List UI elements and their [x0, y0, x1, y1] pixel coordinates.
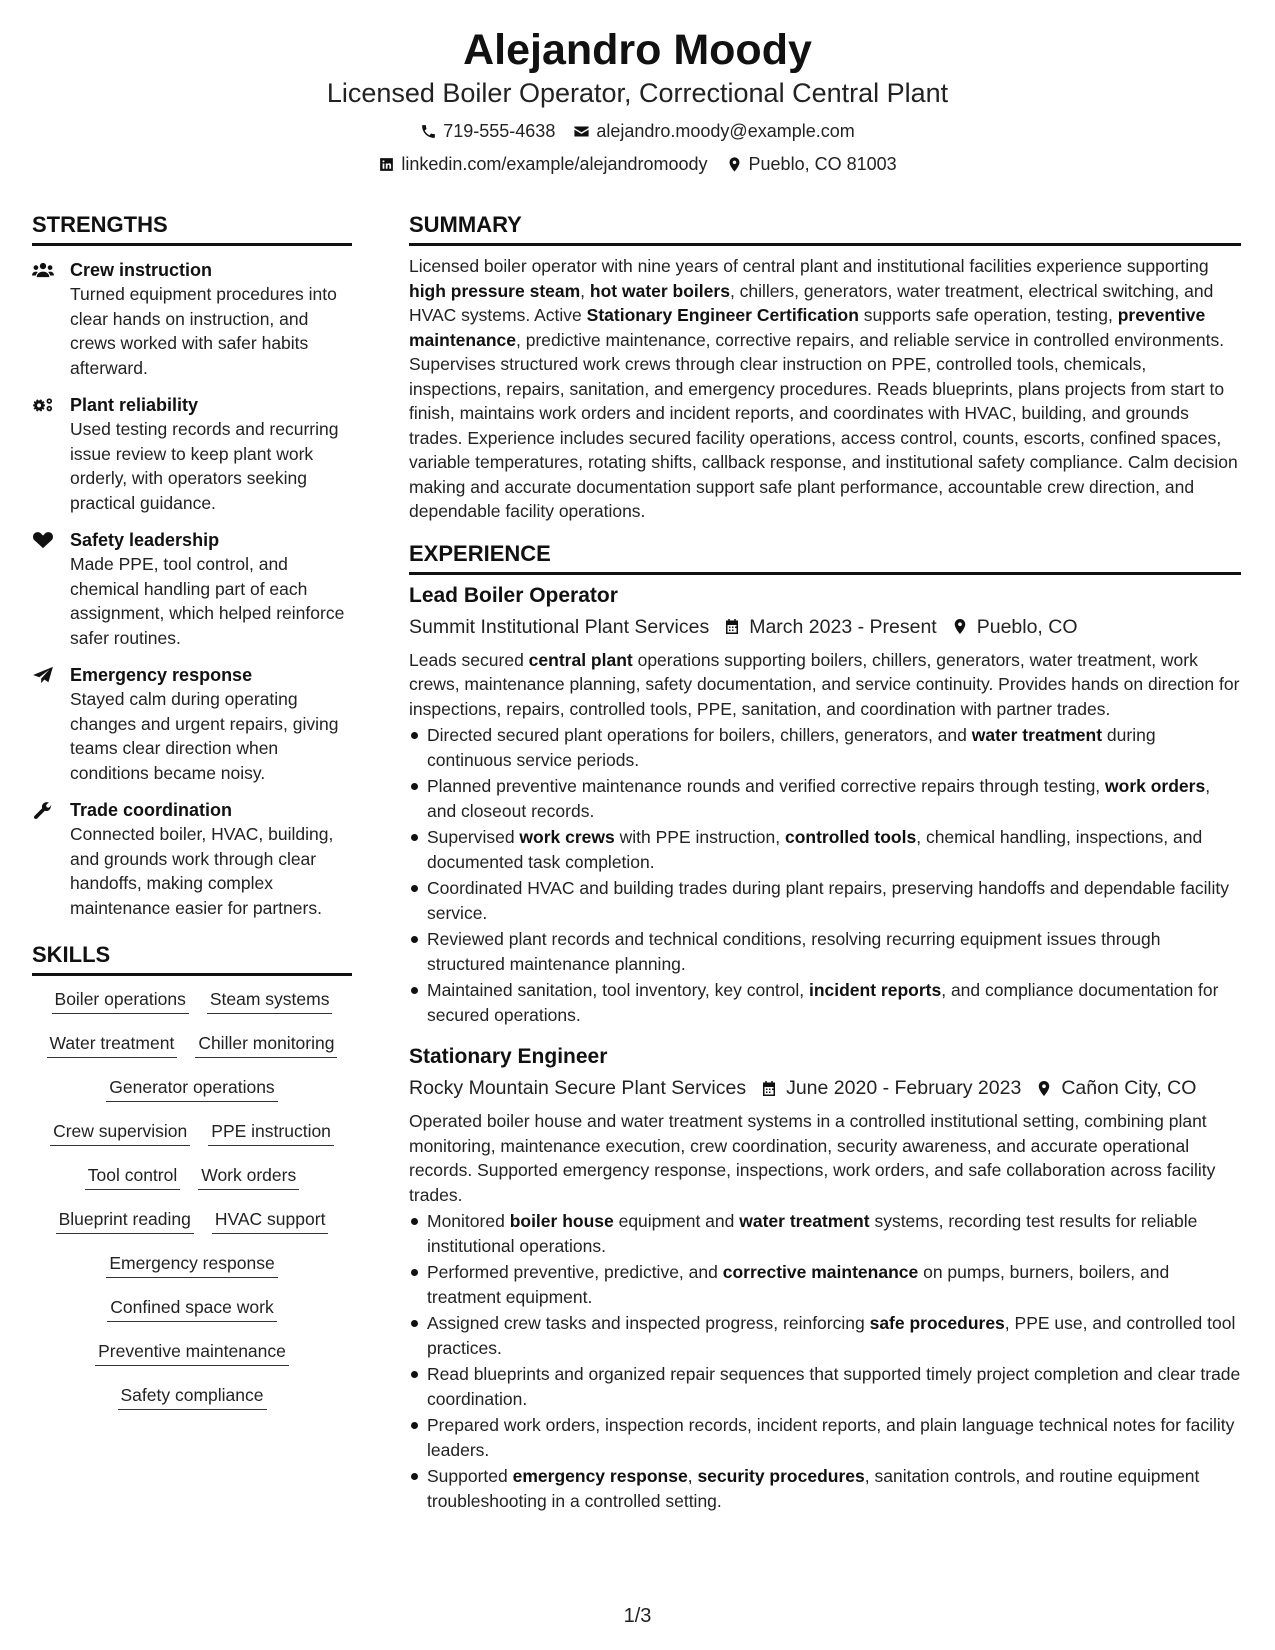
skill-row — [32, 1208, 352, 1234]
strength-title: Crew instruction — [70, 260, 213, 280]
strength-body — [70, 393, 352, 515]
job-bullets — [409, 723, 1241, 1027]
candidate-headline: Licensed Boiler Operator, Correctional Central Plant — [326, 78, 949, 108]
job-bullet: Read blueprints and organized repair sequences that supported timely project completion and clear trade coordination. — [409, 1362, 1241, 1411]
job-bullet: Directed secured plant operations for boilers, chillers, generators, and water treatment during continuous service periods. — [409, 723, 1241, 772]
skill-row — [32, 1296, 352, 1322]
job-entry — [409, 1043, 1241, 1513]
skill-row — [32, 1076, 352, 1102]
job-meta — [409, 613, 1241, 641]
strength-item — [32, 258, 352, 380]
strength-item — [32, 663, 352, 785]
job-title: Stationary Engineer — [409, 1045, 608, 1068]
skill-row — [32, 1384, 352, 1410]
heart-icon — [32, 528, 70, 650]
contact-email[interactable] — [573, 120, 854, 142]
paper-plane-icon — [32, 663, 70, 785]
contact-linkedin[interactable] — [378, 153, 707, 175]
contact-location — [726, 153, 897, 175]
job-dates: March 2023 - Present — [749, 615, 937, 638]
strength-title: Plant reliability — [70, 395, 199, 415]
email-text: alejandro.moody@example.com — [596, 121, 855, 141]
left-column — [32, 212, 352, 1428]
skill-tag: Boiler operations — [52, 988, 189, 1014]
skill-tag: Tool control — [85, 1164, 181, 1190]
phone-icon — [420, 123, 437, 140]
job-meta — [409, 1074, 1241, 1102]
strength-title: Safety leadership — [70, 530, 220, 550]
job-bullets — [409, 1209, 1241, 1513]
job-bullet: Assigned crew tasks and inspected progress, reinforcing safe procedures, PPE use, and controlled tool practices. — [409, 1311, 1241, 1360]
page-number: 1/3 — [623, 1605, 652, 1627]
job-bullet: Reviewed plant records and technical conditions, resolving recurring equipment issues through structured maintenance planning. — [409, 927, 1241, 976]
contact-phone[interactable] — [420, 120, 555, 142]
job-bullet: Prepared work orders, inspection records, incident reports, and plain language technical notes for facility leaders. — [409, 1413, 1241, 1462]
resume-header — [0, 24, 1275, 175]
map-pin-icon — [1035, 1079, 1053, 1098]
strength-item — [32, 393, 352, 515]
skill-tag: Preventive maintenance — [95, 1340, 289, 1366]
linkedin-icon — [378, 156, 395, 173]
skill-tag: Generator operations — [106, 1076, 277, 1102]
skill-tag: Confined space work — [107, 1296, 276, 1322]
summary-heading: SUMMARY — [409, 212, 1241, 246]
job-bullet: Performed preventive, predictive, and corrective maintenance on pumps, burners, boilers, and treatment equipment. — [409, 1260, 1241, 1309]
envelope-icon — [573, 123, 590, 140]
strength-body — [70, 528, 352, 650]
strength-description: Made PPE, tool control, and chemical handling part of each assignment, which helped reinforce safer routines. — [70, 554, 345, 648]
strengths-heading: STRENGTHS — [32, 212, 352, 246]
phone-text: 719-555-4638 — [443, 121, 556, 141]
jobs-list — [409, 582, 1241, 1514]
job-bullet: Maintained sanitation, tool inventory, key control, incident reports, and compliance documentation for secured operations. — [409, 978, 1241, 1027]
job-description: Operated boiler house and water treatment systems in a controlled institutional setting, combining plant monitoring, maintenance execution, crew coordination, security awareness, and accurate operational records. Supported emergency response, inspections, work orders, and safe collaboration across facility trades. — [409, 1111, 1216, 1205]
job-dates: June 2020 - February 2023 — [786, 1077, 1022, 1099]
job-bullet: Monitored boiler house equipment and water treatment systems, recording test results for reliable institutional operations. — [409, 1209, 1241, 1258]
strength-description: Stayed calm during operating changes and urgent repairs, giving teams clear direction when conditions became noisy. — [70, 689, 339, 783]
job-description: Leads secured central plant operations supporting boilers, chillers, generators, water treatment, work crews, maintenance planning, safety documentation, and service continuity. Provides hands on direction for inspections, repairs, controlled tools, PPE, sanitation, and coordination with partner trades. — [409, 649, 1240, 719]
job-bullet: Planned preventive maintenance rounds and verified corrective repairs through testing, work orders, and closeout records. — [409, 774, 1241, 823]
skill-tag: Water treatment — [47, 1032, 178, 1058]
skill-row — [32, 1164, 352, 1190]
skill-tag: Safety compliance — [118, 1384, 267, 1410]
map-pin-icon — [951, 617, 969, 636]
job-entry — [409, 582, 1241, 1028]
job-company: Summit Institutional Plant Services — [409, 615, 710, 638]
skill-row — [32, 1120, 352, 1146]
strength-body — [70, 798, 352, 920]
skill-row — [32, 1032, 352, 1058]
skill-tag: Emergency response — [106, 1252, 277, 1278]
summary-section — [409, 212, 1241, 524]
strength-description: Connected boiler, HVAC, building, and grounds work through clear handoffs, making complex maintenance easier for partners. — [70, 824, 334, 918]
job-bullet: Coordinated HVAC and building trades during plant repairs, preserving handoffs and dependable facility service. — [409, 876, 1241, 925]
map-pin-icon — [726, 156, 743, 173]
strength-item — [32, 528, 352, 650]
contact-row-2 — [0, 153, 1275, 175]
experience-heading: EXPERIENCE — [409, 541, 1241, 575]
strength-body — [70, 663, 352, 785]
strengths-section — [32, 212, 352, 920]
wrench-icon — [32, 798, 70, 920]
skill-row — [32, 1252, 352, 1278]
skill-tag: Chiller monitoring — [195, 1032, 337, 1058]
job-bullet: Supervised work crews with PPE instruction, controlled tools, chemical handling, inspections, and documented task completion. — [409, 825, 1241, 874]
job-location: Cañon City, CO — [1061, 1077, 1197, 1099]
strength-item — [32, 798, 352, 920]
strength-description: Turned equipment procedures into clear hands on instruction, and crews worked with safer habits afterward. — [70, 284, 337, 378]
skills-list — [32, 988, 352, 1410]
contact-row-1 — [0, 120, 1275, 142]
skills-section — [32, 942, 352, 1410]
experience-section — [409, 541, 1241, 1514]
gears-icon — [32, 393, 70, 515]
job-title: Lead Boiler Operator — [409, 583, 618, 607]
location-text: Pueblo, CO 81003 — [748, 154, 897, 174]
summary-text: Licensed boiler operator with nine years of central plant and institutional facilities experience supporting high pressure steam, hot water boilers, chillers, generators, water treatment, electrical switching, and HVAC systems. Active Stationary Engineer Certification supports safe operation, testing, preventive maintenance, predictive maintenance, corrective repairs, and reliable service in controlled environments. Supervises structured work crews through clear instruction on PPE, controlled tools, chemicals, inspections, repairs, sanitation, and emergency procedures. Reads blueprints, plans projects from start to finish, maintains work orders and incident reports, and coordinates with HVAC, building, and grounds trades. Experience includes secured facility operations, access control, counts, escorts, confined spaces, variable temperatures, rotating shifts, callback response, and institutional safety compliance. Calm decision making and accurate documentation support safe plant performance, accountable crew direction, and dependable facility operations. — [409, 256, 1238, 521]
linkedin-text: linkedin.com/example/alejandromoody — [401, 154, 708, 174]
skills-heading: SKILLS — [32, 942, 352, 976]
job-bullet: Supported emergency response, security procedures, sanitation controls, and routine equipment troubleshooting in a controlled setting. — [409, 1464, 1241, 1513]
calendar-icon — [723, 617, 741, 636]
strengths-list — [32, 258, 352, 920]
strength-body — [70, 258, 352, 380]
strength-description: Used testing records and recurring issue review to keep plant work orderly, with operators seeking practical guidance. — [70, 419, 339, 513]
skill-tag: Blueprint reading — [56, 1208, 194, 1234]
job-location: Pueblo, CO — [976, 615, 1078, 638]
skill-tag: HVAC support — [212, 1208, 329, 1234]
skill-tag: Crew supervision — [50, 1120, 190, 1146]
skill-tag: Work orders — [198, 1164, 299, 1190]
strength-title: Emergency response — [70, 665, 253, 685]
skill-tag: PPE instruction — [208, 1120, 334, 1146]
candidate-name: Alejandro Moody — [463, 26, 812, 74]
strength-title: Trade coordination — [70, 800, 233, 820]
skill-tag: Steam systems — [207, 988, 333, 1014]
skill-row — [32, 988, 352, 1014]
skill-row — [32, 1340, 352, 1366]
job-company: Rocky Mountain Secure Plant Services — [409, 1077, 747, 1099]
calendar-icon — [760, 1079, 778, 1098]
right-column — [409, 212, 1241, 1515]
users-icon — [32, 258, 70, 380]
